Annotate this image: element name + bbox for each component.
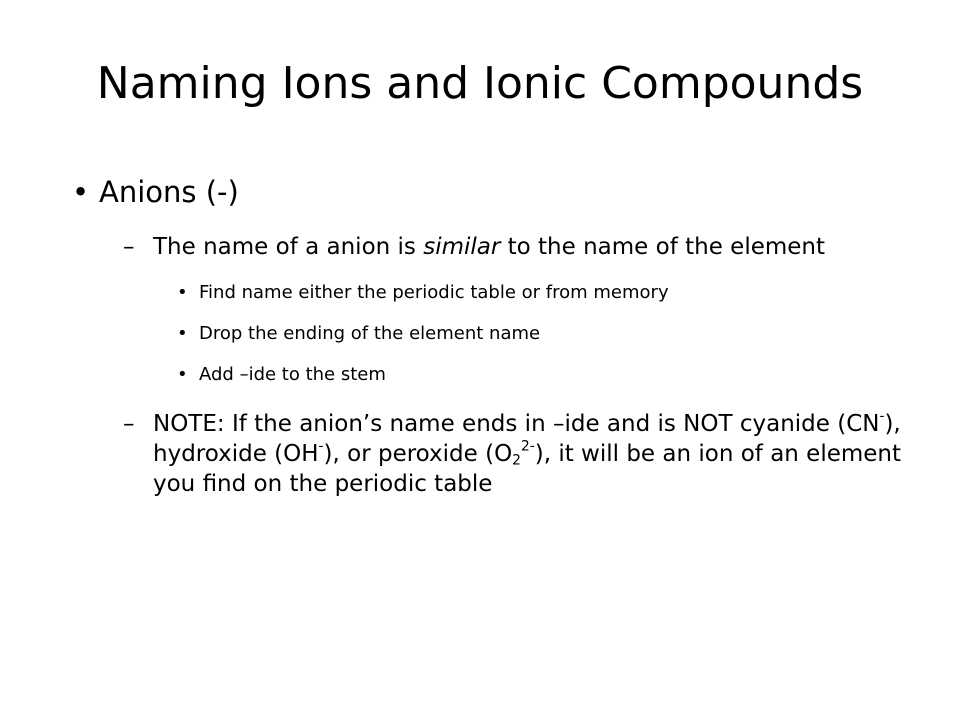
subpoint-find-name <box>177 281 905 304</box>
point-anion-name-after: to the name of the element <box>500 233 826 260</box>
point-anion-name-before: The name of a anion is <box>153 233 424 260</box>
point-anion-name <box>123 233 905 263</box>
note-sup-cyanide: - <box>879 408 885 425</box>
bullet-icon: • <box>177 281 188 303</box>
note-text-3: ), or peroxide (O <box>323 440 513 467</box>
note-text-1: NOTE: If the anion’s name ends in –ide and is NOT cyanide (CN <box>153 410 880 437</box>
subpoint-add-ide <box>177 363 905 386</box>
bullet-anions-text: Anions (-) <box>99 175 239 209</box>
dash-icon: – <box>123 233 135 260</box>
slide-body <box>72 175 905 518</box>
slide-title: Naming Ions and Ionic Compounds <box>96 58 864 109</box>
bullet-icon: • <box>177 323 188 345</box>
note-sup-hydroxide: - <box>318 438 324 455</box>
dash-icon: – <box>123 410 135 437</box>
point-note <box>123 408 905 500</box>
subpoint-find-name-text: Find name either the periodic table or from memory <box>199 281 669 303</box>
bullet-icon: • <box>72 175 90 209</box>
note-sup-peroxide: 2- <box>520 438 535 455</box>
bullet-icon: • <box>177 364 188 386</box>
note-text-2: ), hydroxide (OH <box>153 410 901 467</box>
subpoint-add-ide-text: Add –ide to the stem <box>199 364 386 386</box>
subpoint-drop-ending-text: Drop the ending of the element name <box>199 323 541 345</box>
bullet-anions <box>72 175 905 210</box>
point-anion-name-emphasis: similar <box>423 233 501 260</box>
note-sub-peroxide: 2 <box>512 452 521 469</box>
subpoint-drop-ending <box>177 322 905 345</box>
note-text-4: ), it will be an ion of an element you find on the periodic table <box>153 440 902 497</box>
